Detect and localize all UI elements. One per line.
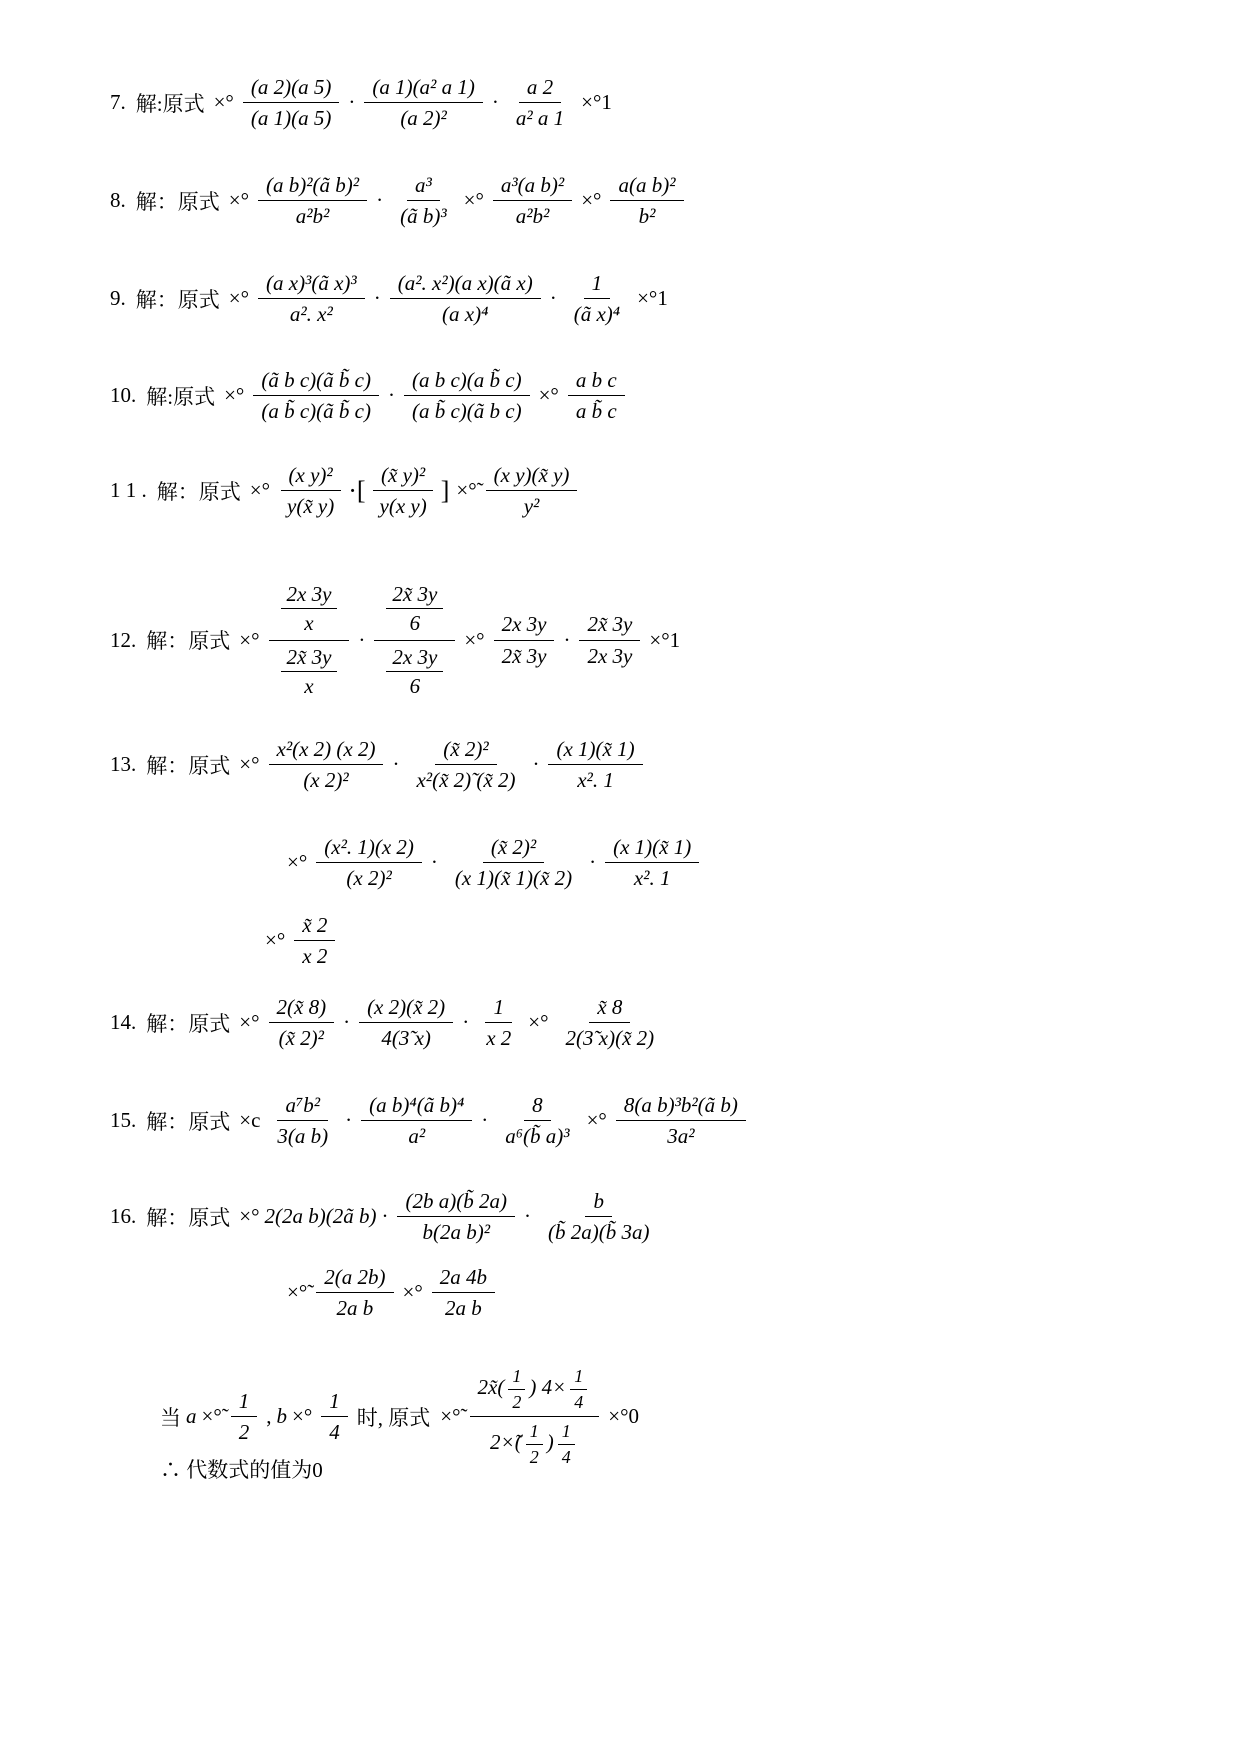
multiply-dot: ·: [491, 90, 499, 115]
problem-number: 13.: [110, 752, 137, 777]
equals-sign: ×°̃: [440, 1404, 461, 1428]
open-bracket: ·[: [348, 475, 366, 505]
solution-label: 解：原式: [135, 287, 220, 312]
multiply-dot: ·: [523, 1204, 531, 1229]
fraction: $\frac{\text{a³(a b)²}}{\text{a²b²}}$: [493, 170, 572, 232]
equals-result: ×°0: [608, 1404, 639, 1428]
fraction: $\frac{\text{(2b a)(b̃ 2a)}}{\text{b(2a b)²}}$: [397, 1186, 514, 1248]
fraction: $\frac{\text{(ã b c)(ã b̃ c)}}{\text{(a b̃ c)(ã b̃ c)}}$: [253, 365, 379, 427]
complex-fraction: [269, 578, 350, 702]
multiply-dot: ·: [430, 850, 438, 875]
equals-sign: ×°: [464, 627, 485, 652]
equals-sign: ×°̃: [201, 1404, 222, 1428]
equals-sign: ×c: [239, 1108, 261, 1133]
fraction: $\frac{2(a 2b)}{\text{2a b}}$: [316, 1262, 393, 1324]
equals-sign: ×°: [228, 188, 249, 213]
when-text: 当: [160, 1405, 181, 1430]
solution-label: 解:原式: [135, 91, 205, 116]
fraction: $\frac{a 2}{\text{a² a 1}}$: [508, 72, 572, 134]
fraction: $\frac{\text{(a x)³(ã x)³}}{\text{a². x²}}$: [258, 268, 365, 330]
fraction: $\frac{(x 1)(x̃ 1)}{\text{x². 1}}$: [548, 734, 642, 796]
problem-number: 12.: [110, 627, 137, 652]
equals-result: ×°1: [581, 90, 612, 115]
comma: ,: [266, 1404, 272, 1428]
equals-sign: ×°: [586, 1108, 607, 1133]
inner-fraction: $\frac{1}{4}$: [570, 1364, 587, 1414]
multiply-dot: ·: [381, 1204, 389, 1229]
equals-sign: ×°: [239, 627, 260, 652]
multiply-dot: ·: [343, 1010, 351, 1035]
multiply-dot: ·: [373, 286, 381, 311]
inner-fraction: $\frac{1}{2}$: [508, 1364, 525, 1414]
problem-16-step-2: [282, 1262, 499, 1324]
close-bracket: ]: [440, 475, 450, 505]
fraction: $\frac{\text{(a b c)(a b̃ c)}}{\text{(a b̃ c)(ã b c)}}$: [404, 365, 530, 427]
equals-sign: ×°: [239, 1010, 260, 1035]
fraction: $\frac{2x̃ 3y}{2x 3y}$: [579, 609, 640, 671]
equals-sign: ×°: [265, 928, 286, 953]
expression: 2(2a b)(2ã b): [264, 1204, 377, 1229]
problem-number: 9.: [110, 286, 126, 311]
problem-number: 15.: [110, 1108, 137, 1133]
multiply-dot: ·: [462, 1010, 470, 1035]
value-fraction: 2x̃( $\frac{1}{2}$ ) 4× $\frac{1}{4}$ 2×̃( $\frac{1}{2}$ ) $\frac{1}{4}$: [470, 1362, 600, 1471]
fraction: $\frac{\text{a(a b)²}}{\text{b²}}$: [610, 170, 683, 232]
fraction: $\frac{b}{(b̃ 2a)(b̃ 3a)}$: [540, 1186, 657, 1248]
equals-sign: ×°: [228, 286, 249, 311]
fraction: $\frac{\text{(x y)(x̃ y)}}{\text{y²}}$: [486, 460, 578, 522]
problem-number: 16.: [110, 1204, 137, 1229]
problem-9: [110, 268, 673, 330]
equals-sign: ×°: [528, 1010, 549, 1035]
complex-fraction: [374, 578, 455, 702]
fraction: $\frac{1}{4}$: [321, 1386, 348, 1448]
solution-label: 解:原式: [146, 384, 216, 409]
fraction: $\frac{1}{2}$: [231, 1386, 258, 1448]
fraction: $\frac{(x 1)(x̃ 1)}{\text{x². 1}}$: [605, 832, 699, 894]
fraction: $\frac{1}{x 2}$: [478, 992, 519, 1054]
multiply-dot: ·: [589, 850, 597, 875]
equals-sign: ×°: [463, 188, 484, 213]
multiply-dot: ·: [376, 188, 384, 213]
inner-fraction: $\frac{2x 3y}{x}$: [281, 580, 338, 638]
fraction: $\frac{2a 4b}{\text{2a b}}$: [432, 1262, 495, 1324]
fraction: $\frac{8}{\text{a⁶(b̃ a)³}}$: [497, 1090, 577, 1152]
multiply-dot: ·: [358, 627, 366, 652]
equals-sign: ×°: [292, 1404, 313, 1428]
fraction: $\frac{\text{(x y)²}}{y(x̃ y)}$: [279, 460, 342, 522]
problem-11: [110, 460, 581, 522]
fraction: $\frac{\text{(x². 1)(x 2)}}{\text{(x 2)²}}$: [316, 832, 422, 894]
equals-sign: ×°: [239, 752, 260, 777]
problem-10: [110, 365, 629, 427]
inner-fraction: $\frac{1}{4}$: [558, 1419, 575, 1469]
problem-12: [110, 578, 685, 702]
fraction: $\frac{\text{a⁷b²}}{\text{3(a b)}}$: [269, 1090, 336, 1152]
fraction: $\frac{2(x̃ 8)}{\text{(x̃ 2)²}}$: [269, 992, 335, 1054]
solution-label: 解：原式: [156, 479, 241, 504]
problem-number: 7.: [110, 90, 126, 115]
variable-a: a: [186, 1404, 197, 1428]
multiply-dot: ·: [532, 752, 540, 777]
problem-14: [110, 992, 666, 1054]
then-text: 时, 原式: [356, 1405, 431, 1430]
fraction: $\frac{\text{a³}}{\text{(ã b)³}}$: [392, 170, 455, 232]
problem-number: 10.: [110, 383, 137, 408]
conclusion: [160, 1454, 323, 1484]
equals-sign: ×°: [287, 850, 308, 875]
solution-label: 解：原式: [135, 189, 220, 214]
equals-result: ×°1: [649, 627, 681, 652]
problem-number: 8.: [110, 188, 126, 213]
inner-fraction: $\frac{1}{2}$: [526, 1419, 543, 1469]
multiply-dot: ·: [348, 90, 356, 115]
solution-label: 解：原式: [146, 1011, 231, 1036]
conclusion-text: ∴ 代数式的值为0: [160, 1458, 323, 1482]
fraction: $\frac{\text{(a². x²)(a x)(ã x)}}{\text{(a x)⁴}}$: [390, 268, 541, 330]
problem-13-step-3: [260, 910, 339, 972]
fraction: $\frac{2x 3y}{2x̃ 3y}$: [494, 609, 555, 671]
problem-number: 1 1 .: [110, 478, 147, 503]
equals-sign: ×°: [538, 383, 559, 408]
fraction: $\frac{x̃ 2}{x 2}$: [294, 910, 335, 972]
fraction: $\frac{(x 2)(x̃ 2)}{4(3̃ x)}$: [359, 992, 453, 1054]
multiply-dot: ·: [387, 383, 395, 408]
equals-sign: ×°: [402, 1280, 423, 1305]
problem-7: [110, 72, 617, 134]
inner-fraction: $\frac{2x̃ 3y}{x}$: [281, 643, 338, 701]
solution-label: 解：原式: [146, 753, 231, 778]
fraction: $\frac{\text{(x̃ 2)²}}{\text{x²(x̃ 2)̃ (x̃ 2)}}$: [408, 734, 523, 796]
equals-sign: ×°: [581, 188, 602, 213]
equals-sign: ×°: [249, 478, 270, 503]
problem-15: [110, 1090, 750, 1152]
equals-sign: ×°̃: [287, 1280, 308, 1305]
fraction: $\frac{\text{(a 1)(a² a 1)}}{\text{(a 2)²}}$: [364, 72, 483, 134]
fraction: $\frac{x̃ 8}{2(3̃ x)(x̃ 2)}$: [558, 992, 663, 1054]
multiply-dot: ·: [392, 752, 400, 777]
multiply-dot: ·: [549, 286, 557, 311]
inner-fraction: $\frac{2x 3y}{6}$: [386, 643, 443, 701]
fraction: $\frac{\text{(x̃ 2)²}}{(x 1)(x̃ 1)(x̃ 2)}$: [447, 832, 580, 894]
problem-13: [110, 734, 647, 796]
fraction: $\frac{\text{(a b)⁴(ã b)⁴}}{\text{a²}}$: [361, 1090, 472, 1152]
inner-fraction: $\frac{2x̃ 3y}{6}$: [386, 580, 443, 638]
solution-label: 解：原式: [146, 1109, 231, 1134]
fraction: $\frac{(a 2)(a 5)}{(a 1)(a 5)}$: [243, 72, 339, 134]
equals-result: ×°1: [637, 286, 668, 311]
solution-label: 解：原式: [146, 629, 231, 653]
problem-13-step-2: [282, 832, 703, 894]
fraction: $\frac{\text{(a b)²(ã b)²}}{\text{a²b²}}$: [258, 170, 367, 232]
problem-16: [110, 1186, 661, 1248]
multiply-dot: ·: [563, 627, 571, 652]
problem-number: 14.: [110, 1010, 137, 1035]
solution-label: 解：原式: [146, 1205, 231, 1230]
fraction: $\frac{\text{8(a b)³b²(ã b)}}{\text{3a²}}$: [616, 1090, 746, 1152]
equals-sign: ×°̃: [456, 478, 477, 503]
fraction: $\frac{1}{\text{(ã x)⁴}}$: [566, 268, 628, 330]
variable-b: b: [276, 1404, 287, 1428]
multiply-dot: ·: [481, 1108, 489, 1133]
equals-sign: ×°: [213, 90, 234, 115]
fraction: $\frac{\text{x²(x 2) (x 2)}}{\text{(x 2)²}}$: [269, 734, 384, 796]
problem-8: [110, 170, 688, 232]
multiply-dot: ·: [345, 1108, 353, 1133]
fraction: $\frac{\text{a b c}}{\text{a b̃ c}}$: [568, 365, 625, 427]
equals-sign: ×°: [224, 383, 245, 408]
equals-sign: ×°: [239, 1204, 260, 1229]
fraction: $\frac{\text{(x̃ y)²}}{\text{y(x y)}}$: [372, 460, 435, 522]
